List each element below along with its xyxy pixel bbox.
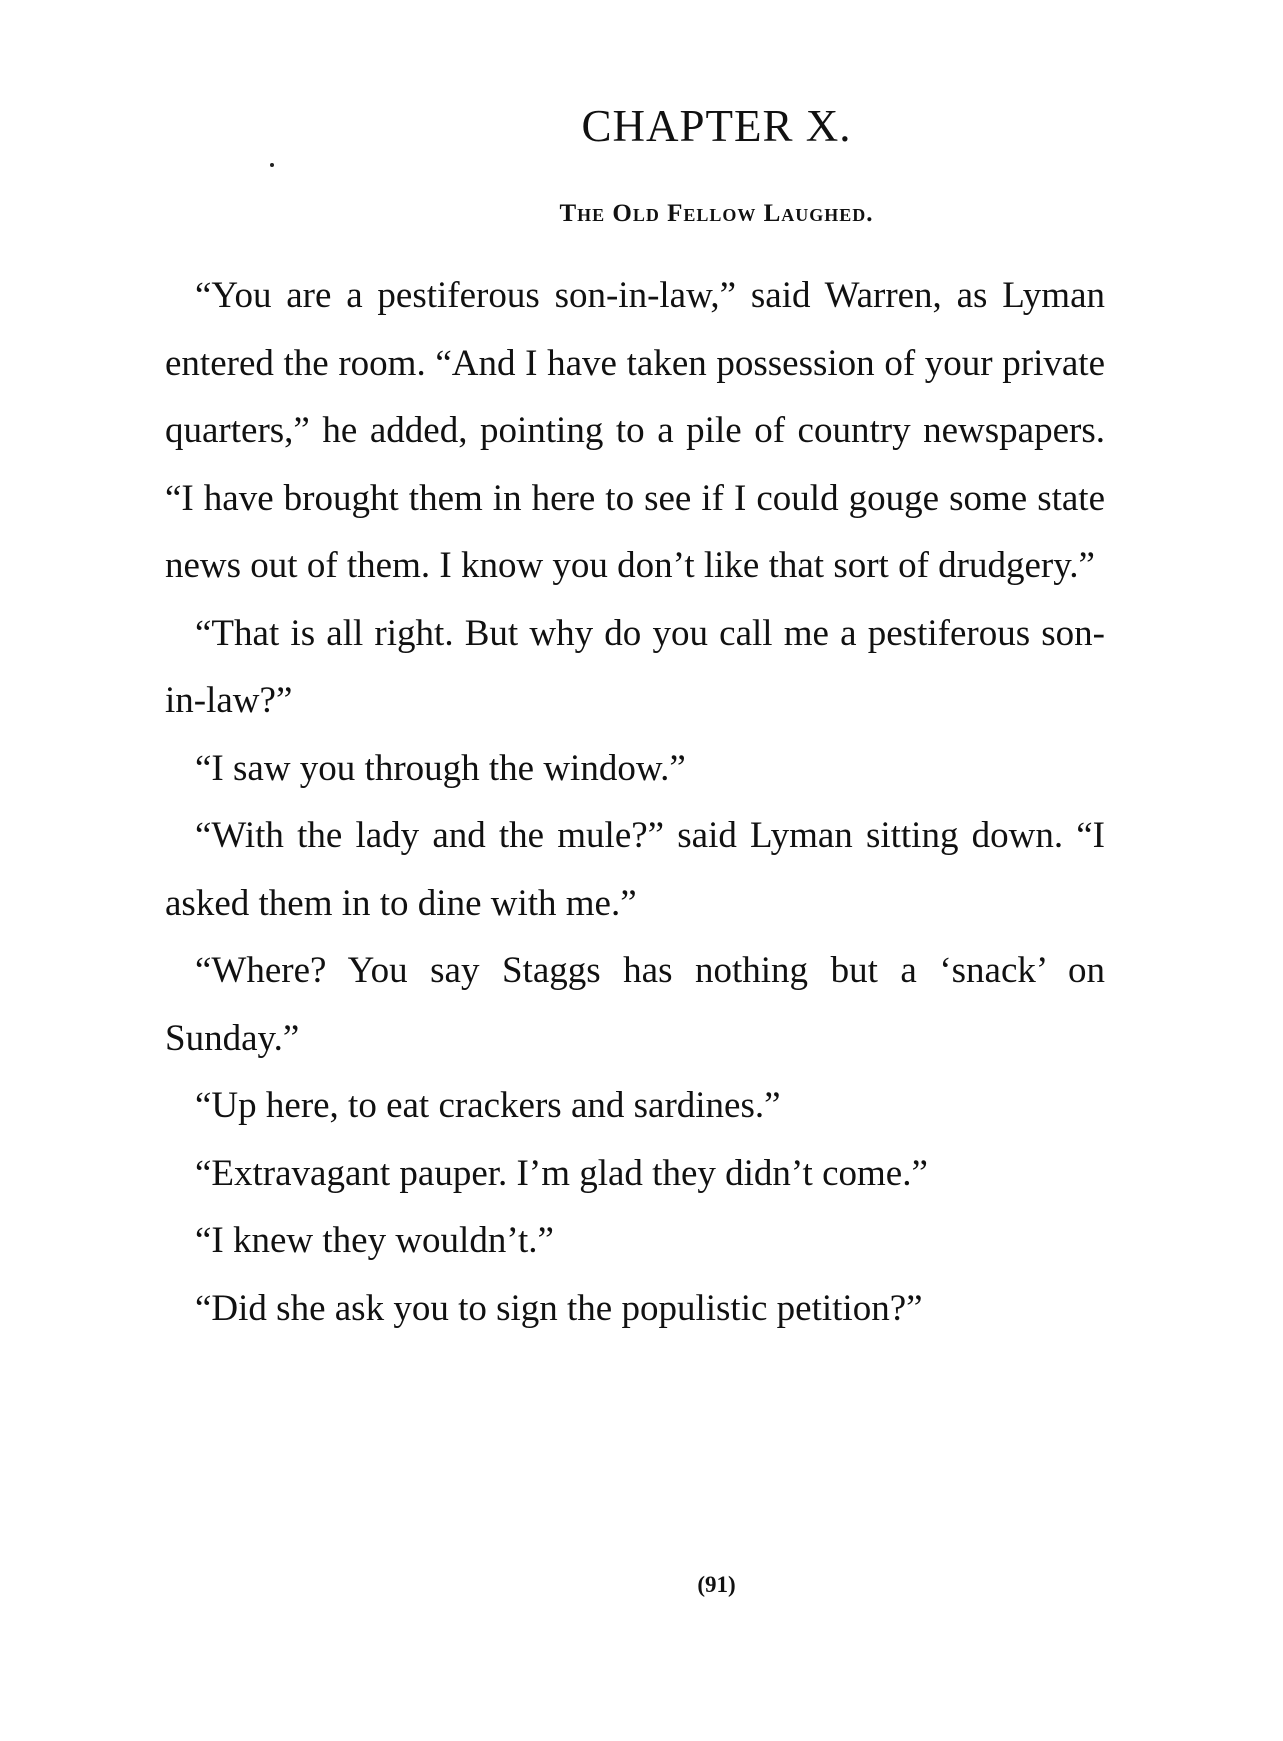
paragraph: “I saw you through the window.” (195, 747, 686, 789)
chapter-title: CHAPTER X. (581, 101, 852, 151)
chapter-subtitle: The Old Fellow Laughed. (559, 200, 874, 227)
paragraph: “Where? You say Staggs has nothing but a ‘snack’ on Sunday.” (165, 950, 1105, 1059)
paragraph: “Up here, to eat crackers and sardines.” (195, 1085, 781, 1126)
paragraph: “I knew they wouldn’t.” (195, 1220, 554, 1261)
paragraph: “Did she ask you to sign the populistic petition?” (195, 1287, 923, 1329)
paragraph: “That is all right. But why do you call me a pestiferous son-in-law?” (165, 612, 1105, 721)
paragraph: “Extravagant pauper. I’m glad they didn’t come.” (195, 1152, 928, 1194)
ink-speck (270, 163, 274, 167)
body-text (165, 262, 1105, 1342)
paragraph: “With the lady and the mule?” said Lyman sitting down. “I asked them in to dine with me.” (165, 815, 1105, 924)
page-number: (91) (697, 1572, 736, 1597)
paragraph: “You are a pestiferous son-in-law,” said Warren, as Lyman entered the room. “And I have taken possession of your private quarters,” he added, pointing to a pile of country newspapers. “I have brought them in here to see if I could gouge some state news out of them. I know you don’t like that sort of drudgery.” (165, 275, 1105, 586)
